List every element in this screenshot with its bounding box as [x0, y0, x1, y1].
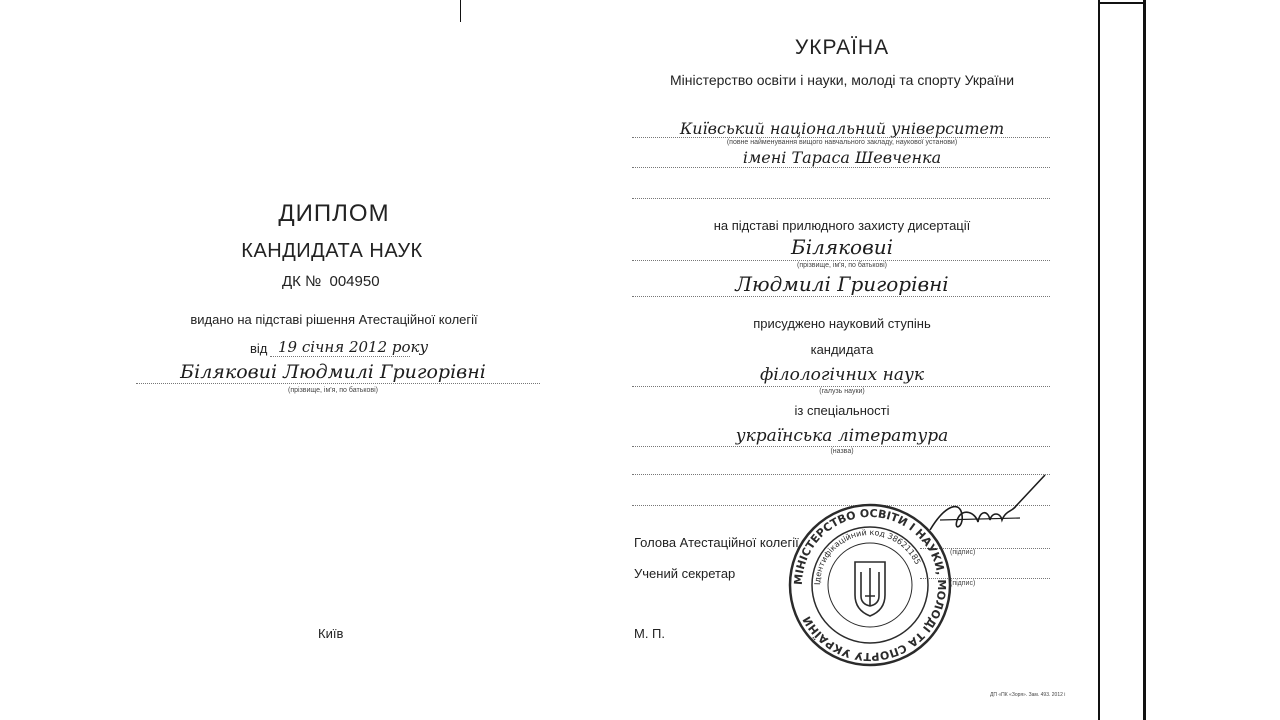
field-handwritten: філологічних наук: [760, 365, 924, 385]
top-edge-line: [1098, 2, 1146, 4]
given-names-handwritten: Людмилі Григорівні: [735, 272, 949, 296]
university-dotted-line2: [632, 167, 1050, 168]
recipient-caption: (прізвище, ім'я, по батькові): [288, 387, 378, 394]
diploma-title: ДИПЛОМ: [278, 200, 390, 227]
date-dotted-line: [270, 356, 410, 357]
degree-text: кандидата: [810, 342, 874, 357]
official-seal: [785, 500, 955, 670]
specialty-caption: (назва): [830, 448, 854, 455]
date-value: 19 січня 2012 року: [278, 338, 429, 356]
secretary-label: Учений секретар: [634, 566, 736, 581]
trident-emblem-icon: [855, 562, 885, 616]
country-heading: УКРАЇНА: [794, 36, 890, 59]
chair-signature-caption: (підпис): [950, 549, 976, 556]
diploma-subtitle: КАНДИДАТА НАУК: [241, 240, 423, 262]
field-dotted-line: [632, 386, 1050, 387]
ministry-heading: Міністерство освіти і науки, молоді та спорту України: [669, 72, 1015, 88]
seal-outer-text: МІНІСТЕРСТВО ОСВІТИ І НАУКИ, МОЛОДІ ТА СПОРТУ УКРАЇНИ: [791, 506, 949, 664]
city: Київ: [318, 626, 344, 641]
surname-dotted-line: [632, 260, 1050, 261]
seal-inner-text: Ідентифікаційний код 38621185: [812, 527, 923, 586]
surname-handwritten: Біляковиі: [791, 235, 893, 259]
recipient-dotted-line: [136, 383, 540, 384]
recipient-name: Біляковиі Людмилі Григорівні: [180, 361, 486, 383]
chair-label: Голова Атестаційної колегії: [634, 535, 799, 550]
name-caption: (прізвище, ім'я, по батькові): [797, 262, 887, 269]
specialty-dotted-line: [632, 446, 1050, 447]
university-dotted-line3: [632, 198, 1050, 199]
specialty-handwritten: українська література: [735, 426, 949, 446]
printer-note: ДП «ПК «Зоря». Зам. 493. 2012 і: [990, 692, 1066, 698]
number-prefix: ДК №: [282, 273, 322, 290]
university-line1: Київський національний університет: [679, 119, 1005, 138]
right-edge-line-outer: [1143, 0, 1146, 720]
basis-text: на підставі прилюдного захисту дисертації: [713, 218, 971, 233]
issued-text: видано на підставі рішення Атестаційної колегії: [190, 312, 478, 327]
field-caption: (галузь науки): [819, 388, 865, 395]
awarded-text: присуджено науковий ступінь: [753, 316, 931, 331]
right-edge-line: [1098, 0, 1100, 720]
institution-caption: (повне найменування вищого навчального закладу, наукової установи): [726, 139, 958, 146]
scan-mark-top: [460, 0, 461, 22]
university-dotted-line1: [632, 137, 1050, 138]
given-names-dotted-line: [632, 296, 1050, 297]
mp-label: М. П.: [634, 626, 666, 641]
secretary-signature-caption: (підпис): [950, 580, 976, 587]
date-prefix: від: [250, 341, 268, 356]
university-line2: імені Тараса Шевченка: [742, 148, 942, 167]
specialty-label: із спеціальності: [794, 403, 890, 418]
number-value: 004950: [329, 273, 380, 290]
diploma-number: [282, 273, 380, 290]
